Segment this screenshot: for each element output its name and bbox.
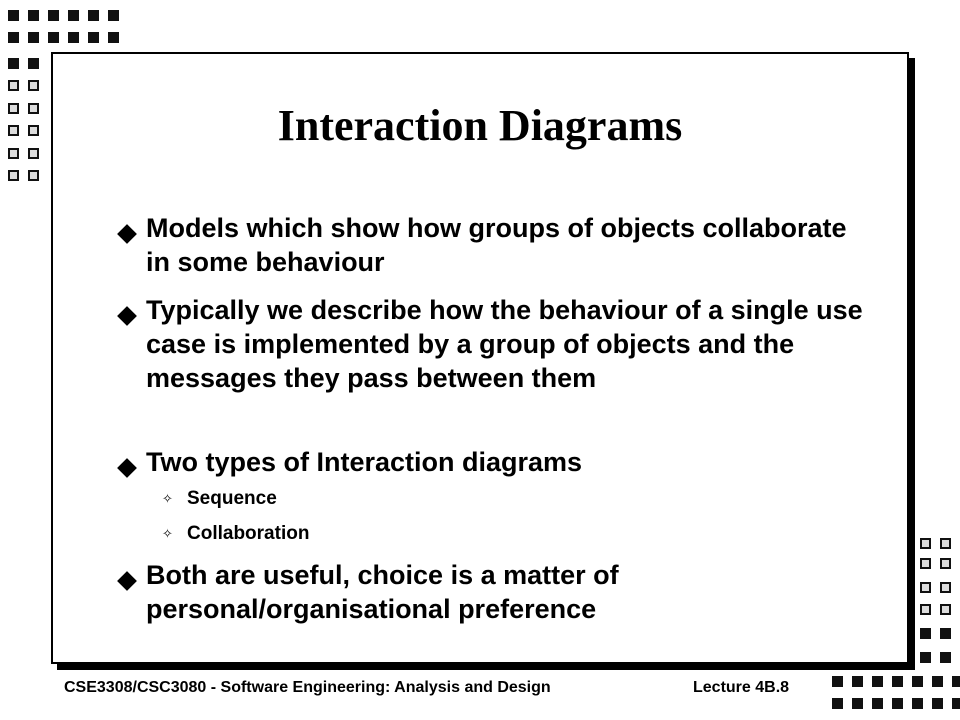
decorative-square: [28, 58, 39, 69]
decorative-square: [8, 80, 19, 91]
decorative-square: [832, 676, 843, 687]
decorative-square: [920, 652, 931, 663]
decorative-square: [892, 698, 903, 709]
decorative-square: [952, 698, 960, 709]
decorative-square: [28, 10, 39, 21]
slide-title: Interaction Diagrams: [277, 101, 683, 150]
decorative-square: [8, 10, 19, 21]
decorative-square: [28, 32, 39, 43]
decorative-square: [8, 170, 19, 181]
decorative-square: [932, 698, 943, 709]
decorative-square: [932, 676, 943, 687]
decorative-square: [852, 698, 863, 709]
decorative-square: [872, 676, 883, 687]
decorative-square: [68, 10, 79, 21]
decorative-square: [912, 698, 923, 709]
decorative-square: [68, 32, 79, 43]
footer-lecture: Lecture 4B.8: [693, 679, 790, 696]
checkmark-bullet-icon: ✧: [162, 491, 173, 506]
decorative-square: [920, 582, 931, 593]
decorative-square: [48, 10, 59, 21]
decorative-square: [940, 628, 951, 639]
decorative-square: [832, 698, 843, 709]
checkmark-bullet-icon: ✧: [162, 526, 173, 541]
decorative-square: [48, 32, 59, 43]
decorative-square: [108, 32, 119, 43]
sub-bullet-collaboration: Collaboration: [187, 523, 310, 544]
bullet-4: Both are useful, choice is a matter of personal/organisational preference: [146, 560, 619, 624]
decorative-square: [852, 676, 863, 687]
decorative-square: [920, 538, 931, 549]
bullet-1: Models which show how groups of objects collaborate in some behaviour: [146, 213, 847, 277]
bullet-3: Two types of Interaction diagrams: [146, 447, 583, 477]
decorative-square: [940, 652, 951, 663]
decorative-square: [8, 32, 19, 43]
decorative-square: [952, 676, 960, 687]
decorative-square: [940, 538, 951, 549]
decorative-square: [108, 10, 119, 21]
decorative-square: [8, 58, 19, 69]
footer-course: CSE3308/CSC3080 - Software Engineering: Analysis and Design: [64, 679, 551, 696]
decorative-square: [28, 80, 39, 91]
decorative-square: [940, 604, 951, 615]
sub-bullet-sequence: Sequence: [187, 488, 277, 509]
bullet-2: Typically we describe how the behaviour of a single use case is implemented by a group of objects and the messages they pass between them: [146, 295, 863, 393]
decorative-square: [88, 32, 99, 43]
decorative-square: [920, 604, 931, 615]
decorative-square: [872, 698, 883, 709]
decorative-square: [940, 582, 951, 593]
decorative-square: [920, 628, 931, 639]
decorative-square: [940, 558, 951, 569]
decorative-square: [920, 558, 931, 569]
decorative-square: [88, 10, 99, 21]
decorative-square: [912, 676, 923, 687]
decorative-square: [892, 676, 903, 687]
decorative-square: [28, 170, 39, 181]
